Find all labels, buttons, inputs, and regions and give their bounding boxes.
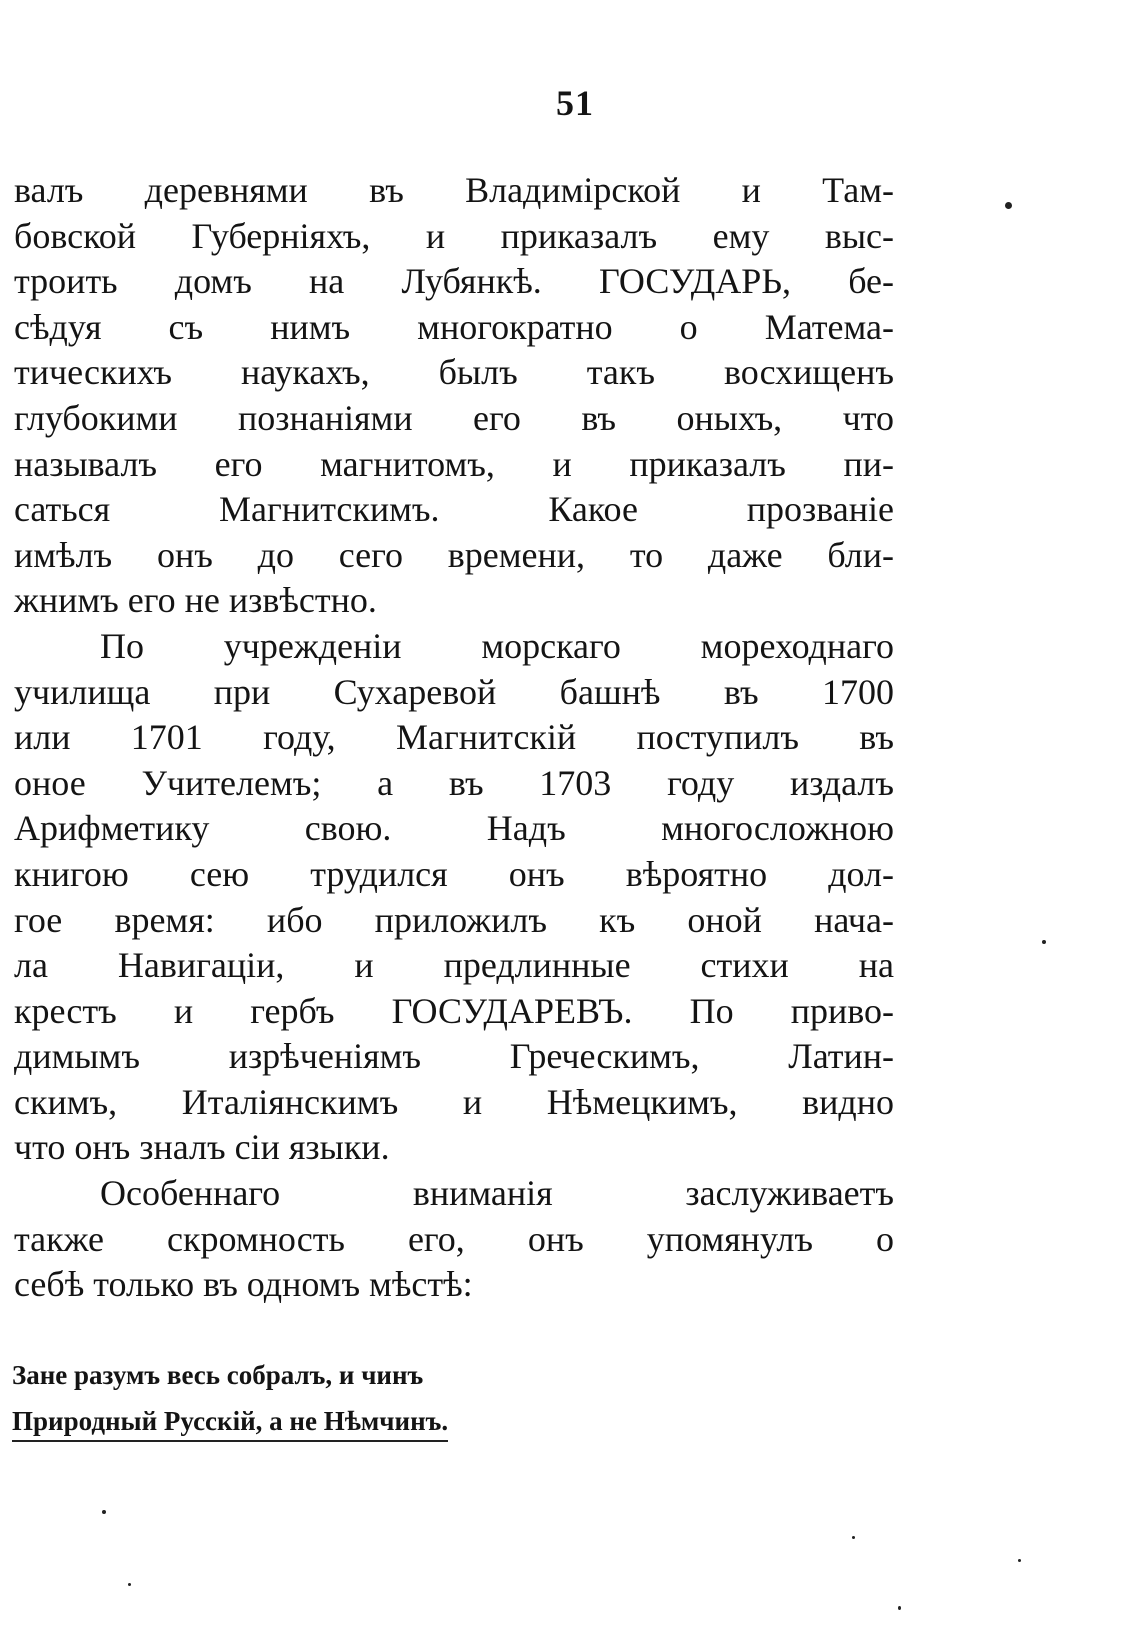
text-line: себѣ только въ одномъ мѣстѣ: [14,1264,473,1305]
page-number: 51 [556,83,594,123]
text-line: бовской Губерніяхъ, и приказалъ ему выс- [14,215,894,256]
text-line: книгою сею трудился онъ вѣроятно дол- [14,853,894,894]
scan-speck [1018,1559,1021,1562]
body-text [14,168,894,1308]
text-line: имѣлъ онъ до сего времени, то даже бли- [14,534,894,575]
text-line: сѣдуя съ нимъ многократно о Матема- [14,306,894,347]
text-line: ла Навигаціи, и предлинные стихи на [14,945,894,986]
text-line: Арифметику свою. Надъ многосложною [14,808,894,849]
text-line: глубокими познаніями его въ оныхъ, что [14,397,894,438]
scan-speck [1042,940,1046,944]
text-line: гое время: ибо приложилъ къ оной нача- [14,899,894,940]
text-line: жнимъ его не извѣстно. [14,580,377,621]
text-line: крестъ и гербъ ГОСУДАРЕВЪ. По приво- [14,990,894,1031]
scan-speck [1005,202,1012,209]
text-line: По учрежденіи морскаго мореходнаго [100,625,894,666]
text-line: или 1701 году, Магнитскій поступилъ въ [14,717,894,758]
text-line: Особеннаго вниманія заслуживаетъ [100,1173,894,1214]
text-line: называлъ его магнитомъ, и приказалъ пи- [14,443,894,484]
text-line: оное Учителемъ; а въ 1703 году издалъ [14,762,894,803]
text-line: тическихъ наукахъ, былъ такъ восхищенъ [14,352,894,393]
scan-speck [128,1583,131,1586]
verse-line: Природный Русскій, а не Нѣмчинъ. [12,1404,448,1442]
text-line: училища при Сухаревой башнѣ въ 1700 [14,671,894,712]
scan-speck [102,1510,106,1514]
paragraph-3 [14,1171,894,1308]
text-line: саться Магнитскимъ. Какое прозваніе [14,489,894,530]
text-line: скимъ, Италіянскимъ и Нѣмецкимъ, видно [14,1081,894,1122]
text-line: валъ деревнями въ Владимірской и Там- [14,170,894,210]
paragraph-2 [14,624,894,1171]
text-line: что онъ зналъ сіи языки. [14,1127,390,1168]
verse-line: Зане разумъ весь собралъ, и чинъ [12,1360,424,1390]
text-line: димымъ изрѣченіямъ Греческимъ, Латин- [14,1036,894,1077]
text-line: также скромность его, онъ упомянулъ о [14,1218,894,1259]
scan-speck [852,1536,855,1539]
scan-speck [898,1606,901,1610]
paragraph-1 [14,168,894,624]
text-line: троить домъ на Лубянкѣ. ГОСУДАРЬ, бе- [14,261,894,302]
verse-quote [12,1352,612,1444]
